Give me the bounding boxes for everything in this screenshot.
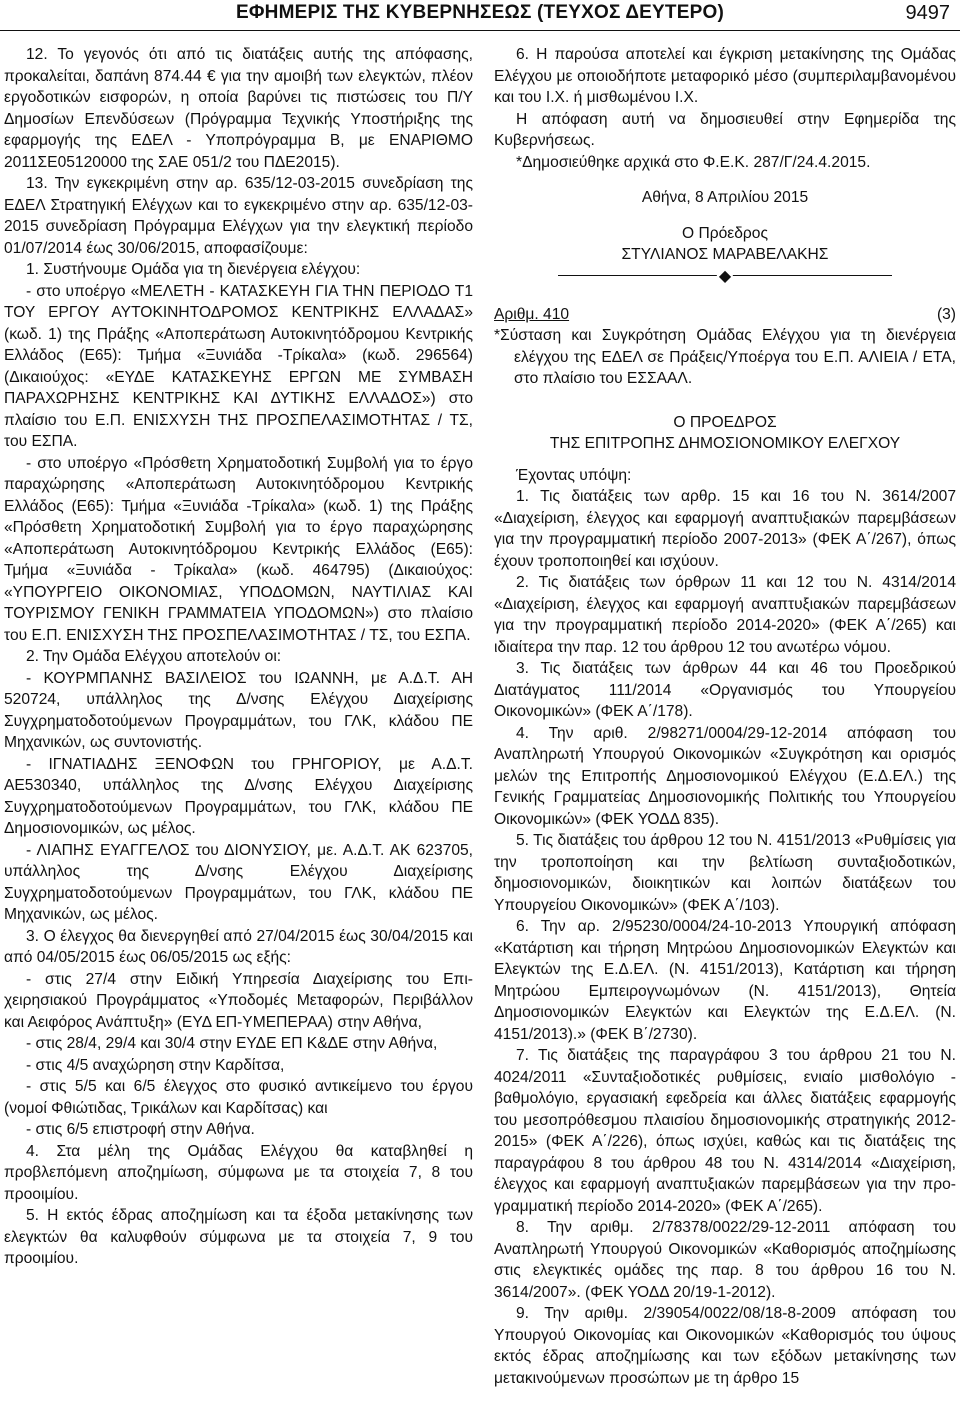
header-rule (0, 30, 960, 31)
paragraph: - στις 28/4, 29/4 και 30/4 στην ΕΥΔΕ ΕΠ Κ&ΔΕ στην Αθήνα, (26, 1035, 438, 1052)
preamble-item: 7. Τις διατάξεις της παραγράφου 3 του άρθρου 21 του Ν. 4024/2011 «Συνταξιοδοτικές ρυθμίσεις, ενιαίο μισθολόγιο - βαθμολόγιο, εργασιακή εφεδρεία και άλλες διατάξεις εφαρμογής του μεσοπρόθεσμου πλαισίου δημοσιονομικής στρατηγικής 2012-2015» (ΦΕΚ Α΄/226), όπως ισχύει, καθώς και τις διατάξεις της παραγράφου 8 του άρθρου 48 του Ν. 4314/2014 «Διαχείριση, έλεγχος και εφαρμογή αναπτυξιακών παρεμβάσεων για την προγραμματική περίοδο 2014-2020» (ΦΕΚ Α΄/265). (494, 1047, 956, 1215)
paragraph: 13. Την εγκεκριμένη στην αρ. 635/12-03-2015 συνεδρίαση της ΕΔΕΛ Στρατηγική Ελέγχων και το εγκεκριμένο στην αρ. 635/12-03-2015 συνεδρίαση Πρόγραμμα Ελέγχων για την ελεγκτική περίοδο 01/07/2014 έως 30/06/2015, αποφασίζουμε: (4, 175, 473, 257)
paragraph: 12. Το γεγονός ότι από τις διατάξεις αυτής της απόφασης, προκαλείται, δαπάνη 874.44 € για την αμοιβή των ελεγκτών, πλέον εργοδοτικών εισφορών, η οποία βαρύνει τις πιστώσεις του Π/Υ Δημοσίων Επενδύσεων (Πρόγραμμα Τεχνικής Υποστήριξης της εφαρμογής της ΕΔΕΛ - Υποπρόγραμμα Β, με ΕΝΑΡΙΘΜΟ 2011ΣΕ05120000 της ΣΑΕ 051/2 του ΠΔΕ2015). (4, 46, 473, 171)
paragraph: - στις 4/5 αναχώρηση στην Καρδίτσα, (26, 1056, 285, 1074)
preamble-item: 1. Τις διατάξεις των αρθρ. 15 και 16 του Ν. 3614/2007 «Διαχείριση, έλεγχος και εφαρμογή αναπτυξιακών παρεμβάσεων για την προγραμματική περίοδο 2007-2013» (ΦΕΚ Α΄/267), όπως έχουν τροποποιηθεί και ισχύουν. (494, 488, 956, 570)
paragraph: 1. Συστήνουμε Ομάδα για τη διενέργεια ελέγχου: (26, 261, 361, 278)
preamble-item: 4. Την αριθ. 2/98271/0004/29-12-2014 απόφαση του Αναπληρωτή Υπουργού Οικονομικών «Συγκρότηση και ορισμός μελών της Επιτροπής Δημοσιονομικού Ελέγχου (Ε.Δ.ΕΛ.) της Γενικής Γραμματείας Δημοσιονομικής Πολιτικής του Υπουργείου Οικονομικών» (ΦΕΚ ΥΟΔΔ 835). (494, 724, 956, 828)
preamble-item: 6. Την αρ. 2/95230/0004/24-10-2013 Υπουργική απόφαση «Κατάρτιση και τήρηση Μητρώου Δημοσιονομικών Ελεγκτών και Ελεγκτών της Ε.Δ.ΕΛ. (Ν. 4151/2013), Κατάρτιση και τήρηση Μητρώου Εμπειρογνωμόνων (Ν. 4151/2013), Θητεία Δημοσιονομικών Ελεγκτών και Ελεγκτών της Ε.Δ.ΕΛ. (Ν. 4151/2013).» (ΦΕΚ Β΄/2730). (494, 918, 956, 1043)
section-separator (558, 267, 892, 285)
decision-title: *Σύσταση και Συγκρότηση Ομάδας Ελέγχου για τη διενέργεια ελέγχου της ΕΔΕΛ σε Πράξεις/Υποέργα του Ε.Π. ΑΛΙΕΙΑ / ΕΤΑ, στο πλαίσιο του ΕΣΣΑΑΛ. (494, 327, 956, 387)
paragraph: 6. Η παρούσα αποτελεί και έγκριση μετακίνησης της Ομάδας Ελέγχου με οποιοδήποτε μεταφορικό μέσο (συμπεριλαμβανομένου και του Ι.Χ. ή μισθωμένου Ι.Χ. (494, 46, 956, 106)
issuer-committee: ΤΗΣ ΕΠΙΤΡΟΠΗΣ ΔΗΜΟΣΙΟΝΟΜΙΚΟΥ ΕΛΕΓΧΟΥ (549, 435, 901, 452)
paragraph: - στις 5/5 και 6/5 έλεγχος στο φυσικό αντικείμενο του έργου (νομοί Φθιώτιδας, Τρικάλων και Καρδίτσας) και (4, 1078, 473, 1117)
decision-index: (3) (936, 305, 956, 323)
paragraph: 2. Την Ομάδα Ελέγχου αποτελούν οι: (26, 648, 282, 665)
paragraph: Η απόφαση αυτή να δημοσιευθεί στην Εφημερίδα της Κυβερνήσεως. (494, 110, 956, 149)
page-number: 9497 (905, 2, 950, 24)
signature-place-date: Αθήνα, 8 Απριλίου 2015 (641, 189, 809, 206)
paragraph: 5. Η εκτός έδρας αποζημίωση και τα έξοδα μετακίνησης των ελεγκτών θα καλυφθούν σύμφωνα με τα στοιχεία 7, 9 του προοιμίου. (4, 1207, 473, 1267)
signature-name: ΣΤΥΛΙΑΝΟΣ ΜΑΡΑΒΕΛΑΚΗΣ (621, 246, 829, 263)
issuer-title: Ο ΠΡΟΕΔΡΟΣ (673, 413, 777, 431)
paragraph: 4. Στα μέλη της Ομάδας Ελέγχου θα καταβληθεί η προβλεπόμενη αποζημίωση, σύμφωνα με τα στοιχεία 7, 8 του προοιμίου. (4, 1142, 473, 1203)
preamble-item: 9. Την αριθμ. 2/39054/0022/08/18-8-2009 απόφαση του Υπουργού Οικονομίας και Οικονομικών «Καθορισμός του ύψους εκτός έδρας αποζημίωσης και των εξόδων μετακίνησης των μετακινούμενων προσώπων με τη άρθρο 15 (494, 1305, 956, 1387)
decision-number-line (494, 304, 956, 326)
paragraph: - ΙΓΝΑΤΙΑΔΗΣ ΞΕΝΟΦΩΝ του ΓΡΗΓΟΡΙΟΥ, με Α.Δ.Τ. ΑΕ530340, υπάλληλος της Δ/νσης Ελέγχου Διαχείρισης Συγχρηματοδοτούμενων Προγραμμάτων, του ΓΛΚ, κλάδου ΠΕ Δημοσιονομικών, ως μέλος. (4, 755, 473, 837)
right-column (494, 44, 956, 1389)
paragraph: - στις 27/4 στην Ειδική Υπηρεσία Διαχείρισης του Επιχειρησιακού Προγράμματος «Υποδομές Μεταφορών, Περιβάλλον και Αειφόρος Ανάπτυξη» (ΕΥΔ ΕΠ-ΥΜΕΠΕΡΑΑ) στην Αθήνα, (4, 970, 473, 1031)
diamond-icon: ◆ (717, 266, 733, 288)
preamble-item: 2. Τις διατάξεις των όρθρων 11 και 12 του Ν. 4314/2014 «Διαχείριση, έλεγχος και εφαρμογή αναπτυξιακών παρεμβάσεων για την προγραμματική περίοδο 2014-2020» (ΦΕΚ Α΄/265) και ιδιαίτερα την παρ. 12 του άρθρου 12 του ανωτέρω νόμου. (494, 574, 956, 656)
paragraph: - στο υποέργο «Πρόσθετη Χρηματοδοτική Συμβολή για το έργο παραχώρησης «Αποπεράτωση Αυτοκινητόδρομου Κεντρικής Ελλάδος (Ε65): Τμήμα «Ξυνιάδα -Τρίκαλα» (κωδ. 1) της Πράξης «Πρόσθετη Χρηματοδοτική Συμβολή για το έργο παραχώρησης «Αποπεράτωση Αυτοκινητόδρομου Κεντρικής Ελλάδος (Ε65): Τμήμα «Ξυνιάδα - Τρίκαλα» (κωδ. 464795) (Δικαιούχος: «ΥΠΟΥΡΓΕΙΟ ΟΙΚΟΝΟΜΙΑΣ, ΥΠΟΔΟΜΩΝ, ΝΑΥΤΙΛΙΑΣ ΚΑΙ ΤΟΥΡΙΣΜΟΥ ΓΕΝΙΚΗ ΓΡΑΜΜΑΤΕΙΑ ΥΠΟΔΟΜΩΝ») στο πλαίσιο του Ε.Π. ΕΝΙΣΧΥΣΗ ΤΗΣ ΠΡΟΣΠΕΛΑΣΙΜΟΤΗΤΑΣ / ΤΣ, του ΕΣΠΑ. (4, 454, 473, 644)
preamble-item: 3. Τις διατάξεις των άρθρων 44 και 46 του Προεδρικού Διατάγματος 111/2014 «Οργανισμός του Υπουργείου Οικονομικών» (ΦΕΚ Α΄/178). (494, 660, 956, 720)
paragraph: 3. Ο έλεγχος θα διενεργηθεί από 27/04/2015 έως 30/04/2015 και από 04/05/2015 έως 06/05/2015 ως εξής: (4, 927, 473, 966)
left-column (4, 44, 473, 1270)
paragraph: - ΚΟΥΡΜΠΑΝΗΣ ΒΑΣΙΛΕΙΟΣ του ΙΩΑΝΝΗ, με Α.Δ.Τ. ΑΗ 520724, υπάλληλος της Δ/νσης Ελέγχου Διαχείρισης Συγχρηματοδοτούμενων Προγραμμάτων, του ΓΛΚ, κλάδου ΠΕ Μηχανικών, ως συντονιστής. (4, 669, 473, 751)
decision-number: Αριθμ. 410 (494, 305, 570, 323)
preamble-item: 5. Τις διατάξεις του άρθρου 12 του Ν. 4151/2013 «Ρυθμίσεις για την τροποποίηση και την βελτίωση συνταξιοδοτικών, δημοσιονομικών, διοικητικών και λοιπών διατάξεων του Υπουργείου Οικονομικών» (ΦΕΚ Α΄/103). (494, 832, 956, 914)
page-header (0, 0, 960, 36)
paragraph: - στις 6/5 επιστροφή στην Αθήνα. (26, 1121, 255, 1138)
paragraph: *Δημοσιεύθηκε αρχικά στο Φ.Ε.Κ. 287/Γ/24.4.2015. (516, 153, 871, 171)
having-regard: Έχοντας υπόψη: (516, 466, 632, 484)
paragraph: - στο υποέργο «ΜΕΛΕΤΗ - ΚΑΤΑΣΚΕΥΗ ΓΙΑ ΤΗΝ ΠΕΡΙΟΔΟ Τ1 ΤΟΥ ΕΡΓΟΥ ΑΥΤΟΚΙΝΗΤΟΔΡΟΜΟΣ ΚΕΝΤΡΙΚΗΣ ΕΛΛΑΔΑΣ» (κωδ. 1) της Πράξης «Αποπεράτωση Αυτοκινητόδρομου Κεντρικής Ελλάδος (Ε65): Τμήμα «Ξυνιάδα -Τρίκαλα» (κωδ. 296564) (Δικαιούχος: «ΕΥΔΕ ΚΑΤΑΣΚΕΥΗΣ ΕΡΓΩΝ ΜΕ ΣΥΜΒΑΣΗ ΠΑΡΑΧΩΡΗΣΗΣ ΚΕΝΤΡΙΚΗΣ ΚΑΙ ΔΥΤΙΚΗΣ ΕΛΛΑΔΟΣ») στο πλαίσιο του Ε.Π. ΕΝΙΣΧΥΣΗ ΤΗΣ ΠΡΟΣΠΕΛΑΣΙΜΟΤΗΤΑΣ / ΤΣ, του ΕΣΠΑ. (4, 282, 473, 450)
gazette-title: ΕΦΗΜΕΡΙΣ ΤΗΣ ΚΥΒΕΡΝΗΣΕΩΣ (ΤΕΥΧΟΣ ΔΕΥΤΕΡΟ) (236, 2, 724, 23)
signature-role: Ο Πρόεδρος (682, 224, 768, 242)
preamble-item: 8. Την αριθμ. 2/78378/0022/29-12-2011 απόφαση του Αναπληρωτή Υπουργού Οικονομικών «Καθορισμός αποζημίωσης στις ελεγκτικές ομάδες της παρ. 8 του άρθρου 16 του Ν. 3614/2007». (ΦΕΚ ΥΟΔΔ 20/19-1-2012). (494, 1219, 956, 1301)
paragraph: - ΛΙΑΠΗΣ ΕΥΑΓΓΕΛΟΣ του ΔΙΟΝΥΣΙΟΥ, με. Α.Δ.Τ. ΑΚ 623705, υπάλληλος της Δ/νσης Ελέγχου Διαχείρισης Συγχρηματοδοτούμενων Προγραμμάτων, του ΓΛΚ, κλάδου ΠΕ Μηχανικών, ως μέλος. (4, 841, 473, 923)
